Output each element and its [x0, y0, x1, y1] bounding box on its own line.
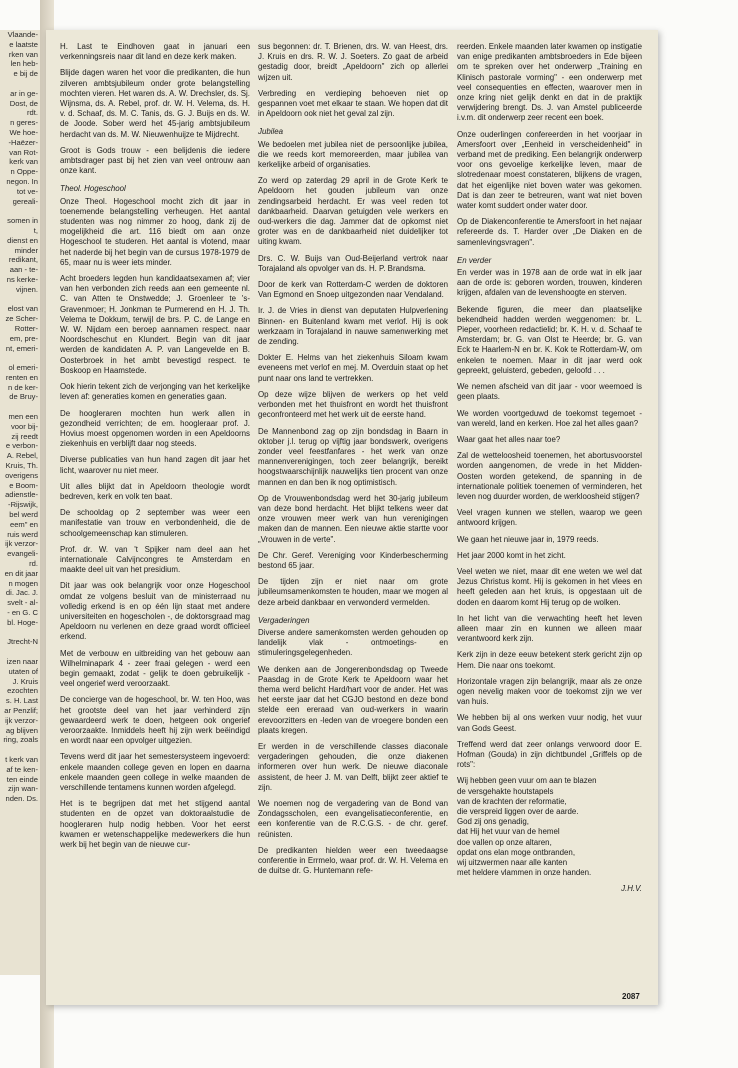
strip-line: ijk verzor-	[5, 715, 38, 725]
poem-line: Wij hebben geen vuur om aan te blazen	[457, 776, 597, 786]
poem-line: met heldere vlammen in onze handen.	[457, 868, 592, 878]
strip-line: izen naar	[6, 657, 38, 666]
paragraph: Er werden in de verschillende classes diaconale vergaderingen gehouden, die onze diakenen informeren over hun werk. De nieuwe diaconale assistent, de heer J. M. van Delft, blijkt zeer aktief te zijn.	[258, 741, 448, 792]
paragraph: Veel vragen kunnen we stellen, waarop we geen antwoord krijgen.	[457, 508, 642, 528]
paragraph: Het jaar 2000 komt in het zicht.	[457, 550, 566, 560]
strip-line: ns kerke-	[6, 274, 38, 284]
paragraph: Het is te begrijpen dat met het stijgend aantal studenten en de opzet van doktoraalstudie de hoogleraren hulp nodig hebben. Voor het eerst kwamen er wetenschappelijke medewerkers die hun werk bij het begin van de nieuwe cur-	[60, 799, 250, 850]
paragraph: De concierge van de hogeschool, br. W. ten Hoo, was het grootste deel van het jaar verhinderd zijn gewaardeerd werk te doen, hetgeen ook ongerief veroorzaakte. Inmiddels heeft hij zijn werk beëindigd en wordt naar een opvolger uitgezien.	[60, 695, 250, 746]
paragraph: Horizontale vragen zijn belangrijk, maar als ze onze ogen nevelig maken voor de toekomst zijn we ver van huis.	[457, 676, 642, 707]
paragraph: Verbreding en verdieping behoeven niet op gespannen voet met elkaar te staan. We hopen dat dit in Apeldoorn ook niet het geval zal zijn.	[258, 88, 448, 119]
paragraph: Op deze wijze blijven de werkers op het veld verbonden met het thuisfront en wordt het thuisfront geconfronteerd met het werk uit de eerste hand.	[258, 389, 448, 420]
strip-line: men een	[8, 412, 38, 422]
poem-line: doe vallen op onze altaren,	[457, 837, 552, 847]
paragraph: Kerk zijn in deze eeuw betekent sterk gericht zijn op Hem. Die naar ons toekomt.	[457, 650, 642, 670]
strip-line: ring, zoals	[3, 735, 38, 745]
strip-line: evangeli-	[7, 549, 38, 559]
paragraph: Met de verbouw en uitbreiding van het gebouw aan Wilhelminapark 4 - zeer fraai gelegen - werd een begin gemaakt, zodat - gelijk te doen gebruikelijk - veel ongerief werd veroorzaakt.	[60, 648, 250, 689]
strip-line: kerk van	[9, 157, 38, 167]
paragraph: De Mannenbond zag op zijn bondsdag in Baarn in oktober j.l. terug op vijftig jaar bondswerk, overigens zonder veel feestfanfares - het werk van onze mannenverenigingen, toch zeer belangrijk, bereikt hoogstwaarschijnlijk nauwelijks tien procent van onze mannen en dan ben ik nog optimistisch.	[258, 426, 448, 487]
poem-line: God zij ons genadig,	[457, 817, 529, 827]
strip-line	[0, 402, 40, 412]
strip-line: zijn wan-	[8, 784, 38, 794]
column-2	[258, 42, 448, 882]
paragraph: De schooldag op 2 september was weer een manifestatie van trouw en verbondenheid, die de schoolgemeenschap kan stimuleren.	[60, 508, 250, 538]
paragraph: Onze ouderlingen confereerden in het voorjaar in Amersfoort over „Eenheid in verscheidenheid" in verband met de prediking. Een belangrijk onderwerp voor ons gevoelige kerkelijke leven, maar de slotredenaar moest constateren, blijkens de vragen, dat het eigenlijke niet boven water was gekomen. Dat is dan zeer te betreuren, want wat niet boven water komt suddert onder water door.	[457, 129, 642, 211]
strip-line: ruis werd	[7, 529, 38, 539]
paragraph: Prof. dr. W. van 't Spijker nam deel aan het internationale Calvijncongres te Amsterdam en maakte deel uit van het presidium.	[60, 544, 250, 575]
paragraph: Ook hierin tekent zich de verjonging van het kerkelijke leven af: generaties komen en generaties gaan.	[60, 382, 250, 402]
paragraph: Onze Theol. Hogeschool mocht zich dit jaar in toenemende belangstelling verheugen. Het aantal studenten was nog nimmer zo hoog, dank zij de mogelijkheid die art. 116 biedt om aan onze Hogeschool te studeren. Het aantal is vlotend, maar het naderde bij het begin van de cursus 1978-1979 de 65, maar nu is weer iets minder.	[60, 196, 250, 267]
strip-line: elost van	[7, 304, 38, 314]
strip-line: ar in ge-	[10, 88, 38, 98]
strip-line: em, pre-	[9, 333, 38, 343]
strip-line: We hoe-	[9, 127, 38, 137]
strip-line: nden. Ds.	[5, 794, 38, 804]
paragraph: De hoogleraren mochten hun werk allen in gezondheid verrichten; de em. hoogleraar prof. J. Hovius moest opgenomen worden in een Apeldoorns ziekenhuis en verblijft daar nog steeds.	[60, 408, 250, 449]
strip-line: ol emeri-	[8, 363, 38, 373]
strip-line: adienstle-	[5, 490, 38, 500]
strip-line: nt, emeri-	[5, 343, 38, 353]
poem-line: dat Hij het vuur van de hemel	[457, 827, 560, 837]
poem-line: wij uitzwermen naar alle kanten	[457, 858, 568, 868]
strip-line: en dit jaar	[4, 568, 38, 578]
strip-line: e Boom-	[9, 480, 38, 490]
author-signature: J.H.V.	[621, 884, 642, 894]
previous-page-strip	[0, 30, 40, 975]
strip-line: rken van	[8, 49, 38, 59]
poem-line: die verspreid liggen over de aarde.	[457, 807, 579, 816]
strip-line: zij reedt	[11, 431, 38, 441]
strip-line: Rotter-	[14, 323, 38, 333]
paragraph: De Chr. Geref. Vereniging voor Kinderbescherming bestond 65 jaar.	[258, 550, 448, 570]
strip-line: renten en	[5, 372, 38, 382]
strip-line: rdt.	[27, 108, 38, 118]
paragraph: We hebben bij al ons werken vuur nodig, het vuur van Gods Geest.	[457, 713, 642, 733]
paragraph: Door de kerk van Rotterdam-C werden de doktoren Van Egmond en Snoep uitgezonden naar Vendaland.	[258, 280, 448, 300]
strip-line: Jtrecht-N	[7, 637, 38, 647]
strip-line: voor bij-	[10, 421, 38, 431]
paragraph: Op de Diakenconferentie te Amersfoort in het najaar refereerde ds. T. Harder over „De Diaken en de samenlevingsvragen".	[457, 217, 642, 247]
paragraph: De predikanten hielden weer een tweedaagse conferentie in Errmelo, waar prof. dr. W. H. Velema en de duitse dr. G. Huntemann refe-	[258, 845, 448, 876]
paragraph: Dit jaar was ook belangrijk voor onze Hogeschool omdat ze volgens besluit van de ministerraad nu volledig erkend is en op één lijn staat met andere universiteiten en hogescholen -, de doktorsgraad mag Apeldoorn nu verlenen en deze graad wordt officieel erkend.	[60, 581, 250, 642]
strip-line: svelt - al-	[7, 598, 38, 608]
column-3	[457, 42, 642, 895]
strip-line: n mogen	[8, 578, 38, 588]
strip-line: somen in	[7, 216, 38, 226]
strip-line: ijk verzor-	[5, 539, 38, 549]
paragraph: Diverse andere samenkomsten werden gehouden op landelijk vlak - ontmoetings- en stimuleringsgelegenheden.	[258, 627, 448, 658]
column-1	[60, 42, 250, 856]
strip-line: ar Penzlif;	[4, 705, 38, 715]
strip-line: n de ker-	[8, 382, 38, 392]
paragraph: Acht broeders legden hun kandidaatsexamen af; vier van hen verbonden zich reeds aan een gemeente nl. C. van Atten te Onstwedde; J. Groenleer te 's-Gravenmoer; H. Jonkman te Purmerend en H. J. Th. Velema te Dokkum, terwijl de brs. P. C. de Lange en W. W. Nijdam een beroep aannamen respect. naar Noordscheschut en Klundert. Begin van dit jaar werden de kandidaten A. P. van Langevelde en B. Oosterbroek in het ambt bevestigd respect. te Boskoop en Haamstede.	[60, 274, 250, 375]
strip-line: Dost, de	[9, 98, 38, 108]
page-number: 2087	[622, 992, 640, 1001]
strip-line: aan - te-	[9, 265, 38, 275]
paragraph: En verder was in 1978 aan de orde wat in elk jaar aan de orde is: geboren worden, trouwen, kinderen krijgen, afdalen van de levenshoogte en sterven.	[457, 268, 642, 298]
paragraph: We gaan het nieuwe jaar in, 1979 reeds.	[457, 534, 599, 544]
paragraph: We nemen afscheid van dit jaar - voor weemoed is geen plaats.	[457, 382, 642, 402]
poem-line: de versgehakte houtstapels	[457, 786, 554, 796]
paragraph: Bekende figuren, die meer dan plaatselijke bekendheid hadden werden weggenomen: br. L. Pieper, voorheen redactielid; br. K. H. v. d. Schaaf te Amsterdam; br. G. van Olst te Heerde; br. G. van Eck te Haarlem-N en br. K. Kok te Rotterdam-W, om enkelen te noemen. Maar in dit jaar werd ook gepreekt, geluisterd, gebeden, geloofd . . .	[457, 304, 642, 375]
strip-line	[0, 206, 40, 216]
paragraph: We worden voortgeduwd de toekomst tegemoet - van wereld, land en kerken. Hoe zal het alles gaan?	[457, 408, 642, 428]
poem-line: opdat ons elan moge ontbranden,	[457, 847, 576, 857]
strip-line: van Rot-	[9, 147, 38, 157]
paragraph: Op de Vrouwenbondsdag werd het 30-jarig jubileum van deze bond herdacht. Het blijkt telkens weer dat onze vrouwen meer werk van hun verenigingen maken dan de mannen. Een nieuwe aktie startte voor „Vrouwen in de verte".	[258, 493, 448, 544]
strip-line: bl. Hoge-	[7, 617, 38, 627]
paragraph: Dokter E. Helms van het ziekenhuis Siloam kwam eveneens met verlof en mej. M. Overduin staat op het punt naar ons land te vertrekken.	[258, 353, 448, 383]
strip-line: de Bruy-	[9, 392, 38, 402]
strip-line: s. H. Last	[5, 696, 38, 706]
section-heading: Vergaderingen	[258, 615, 310, 625]
strip-line: A. Rebel,	[6, 451, 38, 461]
strip-line: negon. In	[6, 176, 38, 186]
section-heading: En verder	[457, 255, 492, 265]
paragraph: Ir. J. de Vries in dienst van deputaten Hulpverlening Binnen- en Buitenland kwam met verlof. Hij is ook werkzaam in Torajaland in nauwe samenwerking met de zending.	[258, 306, 448, 347]
strip-line: bel werd	[9, 510, 38, 520]
section-heading: Jubilea	[258, 127, 284, 137]
strip-line: - en G. C	[7, 608, 38, 618]
strip-line: e bij de	[13, 69, 38, 79]
strip-line: ten einde	[6, 774, 38, 784]
strip-line: minder	[14, 245, 38, 255]
strip-line: len heb-	[10, 59, 38, 69]
paragraph: Veel weten we niet, maar dit ene weten we wel dat Jezus Christus komt. Hij is gekomen in het vlees en heeft geleden aan het kruis, is opgestaan uit de doden en daarom komt Hij terug op de wolken.	[457, 566, 642, 607]
paragraph: Groot is Gods trouw - een belijdenis die iedere ambtsdrager past bij het zien van veel ontrouw aan onze kant.	[60, 145, 250, 176]
strip-line	[0, 295, 40, 305]
strip-line: di. Jac. J.	[5, 588, 38, 598]
paragraph: Zo werd op zaterdag 29 april in de Grote Kerk te Apeldoorn het gouden jubileum van onze zendingsarbeid herdacht. Er was veel reden tot dankbaarheid. Daarvan getuigden vele werkers en oud-werkers die dag. Jammer dat de opkomst niet groter was en de dankbaarheid niet duidelijker tot uiting kwam.	[258, 176, 448, 247]
strip-line: t,	[33, 225, 38, 235]
strip-line: -Haëzer-	[8, 137, 38, 147]
strip-line	[0, 628, 40, 638]
paragraph: Drs. C. W. Buijs van Oud-Beijerland vertrok naar Torajaland als opvolger van ds. H. P. Brandsma.	[258, 253, 448, 273]
strip-line	[0, 745, 40, 755]
strip-line: n geres-	[10, 118, 38, 128]
strip-line: Kruis, Th.	[5, 461, 38, 471]
paragraph: H. Last te Eindhoven gaat in januari een verkenningsreis naar dit land en deze kerk maken.	[60, 42, 250, 62]
strip-line: n Oppe-	[10, 167, 38, 177]
strip-line: rd.	[29, 559, 38, 569]
paragraph: Blijde dagen waren het voor die predikanten, die hun zilveren ambtsjubileum onder grote belangstelling mochten vieren. Het waren ds. A. W. Drechsler, ds. Sj. Wijnsma, ds. A. Rebel, prof. dr. W. H. Velema, ds. H. v. d. Schaaf, ds. M. C. Tanis, ds. G. J. Buijs en ds. W. de Joode. Sober werd het 45-jarig ambtsjubileum herdacht van ds. M. W. Nieuwenhuijze te Mijdrecht.	[60, 68, 250, 139]
strip-line: e laatste	[9, 39, 38, 49]
paragraph: Treffend werd dat zeer onlangs verwoord door E. Hofman (Gouda) in zijn dichtbundel „Griffels op de rots":	[457, 739, 642, 770]
paragraph: Tevens werd dit jaar het semestersysteem ingevoerd: enkele maanden college geven en lopen en daarna enkele maanden geen college in welke maanden de verschillende tentamens kunnen worden afgelegd.	[60, 752, 250, 792]
strip-line	[0, 353, 40, 363]
paragraph: Waar gaat het alles naar toe?	[457, 434, 561, 444]
strip-line: J. Kruis	[12, 676, 38, 686]
strip-line: ze Scher-	[5, 314, 38, 324]
strip-line: -Rijswijk,	[8, 500, 38, 510]
strip-line: e verbon-	[5, 441, 38, 451]
strip-line: t kerk van	[5, 754, 38, 764]
paragraph: De tijden zijn er niet naar om grote jubileumsamenkomsten te houden, maar we mogen al deze arbeid dankbaar en verwonderd vermelden.	[258, 577, 448, 607]
paragraph: We noemen nog de vergadering van de Bond van Zondagsscholen, een evangelisatieconferentie, en een konferentie van de R.C.G.S. - de chr. geref. reünisten.	[258, 799, 448, 839]
strip-line: vijnen.	[16, 284, 38, 294]
strip-line: redikant,	[8, 255, 38, 265]
paragraph: In het licht van die verwachting heeft het leven alleen maar zin en kunnen we alleen maar verantwoord kerk zijn.	[457, 613, 642, 644]
poem-line: van de krachten der reformatie,	[457, 796, 567, 806]
strip-line: gereali-	[12, 196, 38, 206]
paragraph: Diverse publicaties van hun hand zagen dit jaar het licht, waarover nu niet meer.	[60, 455, 250, 475]
strip-line: af te ken-	[6, 764, 38, 774]
paragraph: Zal de wetteloosheid toenemen, het abortusvoorstel worden aangenomen, de vrede in het Midden-Oosten worden getekend, de spanning in de internationale politiek toenemen of verminderen, het leven nog duurder worden, de werkloosheid stijgen?	[457, 451, 642, 501]
paragraph: We bedoelen met jubilea niet de persoonlijke jubilea, die we reeds kort memoreerden, maar jubilea van kerkelijke arbeid of organisaties.	[258, 139, 448, 170]
strip-line	[0, 647, 40, 657]
strip-line: ag blijven	[5, 725, 38, 735]
strip-line: tot ve-	[16, 186, 38, 196]
strip-line: ezochten	[7, 686, 38, 696]
strip-line: dienst en	[7, 235, 38, 245]
paragraph: We denken aan de Jongerenbondsdag op Tweede Paasdag in de Grote Kerk te Apeldoorn waar het thema werd belicht Hard/hart voor de ander. Het was het eerste jaar dat het CGJO bestond en deze bond stelde een ereraad van oud-werkers in waarin erevoorzitters en -leden van de vroegere bonden een plaats kregen.	[258, 664, 448, 735]
strip-line: overigens	[5, 470, 38, 480]
strip-line: eem" en	[9, 519, 38, 529]
paragraph: reerden. Enkele maanden later kwamen op instigatie van enige predikanten ambtsbroeders in Ede bijeen om te spreken over het onderwerp „Training en Klinisch pastorale vorming" - een onderwerp met veel consequenties en effecten, waarover men in onze kring niet gelijk denkt en dat in de praktijk verwijdering brengt. Ds. J. van Amstel publiceerde i.v.m. dit onderwerp zeer recent een boek.	[457, 42, 642, 123]
paragraph: Uit alles blijkt dat in Apeldoorn theologie wordt bedreven, kerk en volk ten baat.	[60, 481, 250, 501]
strip-line: utaten of	[8, 666, 38, 676]
paragraph: sus begonnen: dr. T. Brienen, drs. W. van Heest, drs. J. Kruis en drs. R. W. J. Soeters. Zo gaat de arbeid gestadig door, breidt „Apeldoorn" zich op allerlei wijzen uit.	[258, 42, 448, 82]
strip-line	[0, 79, 40, 89]
section-heading: Theol. Hogeschool	[60, 184, 126, 194]
strip-line: Vlaande-	[7, 30, 38, 39]
